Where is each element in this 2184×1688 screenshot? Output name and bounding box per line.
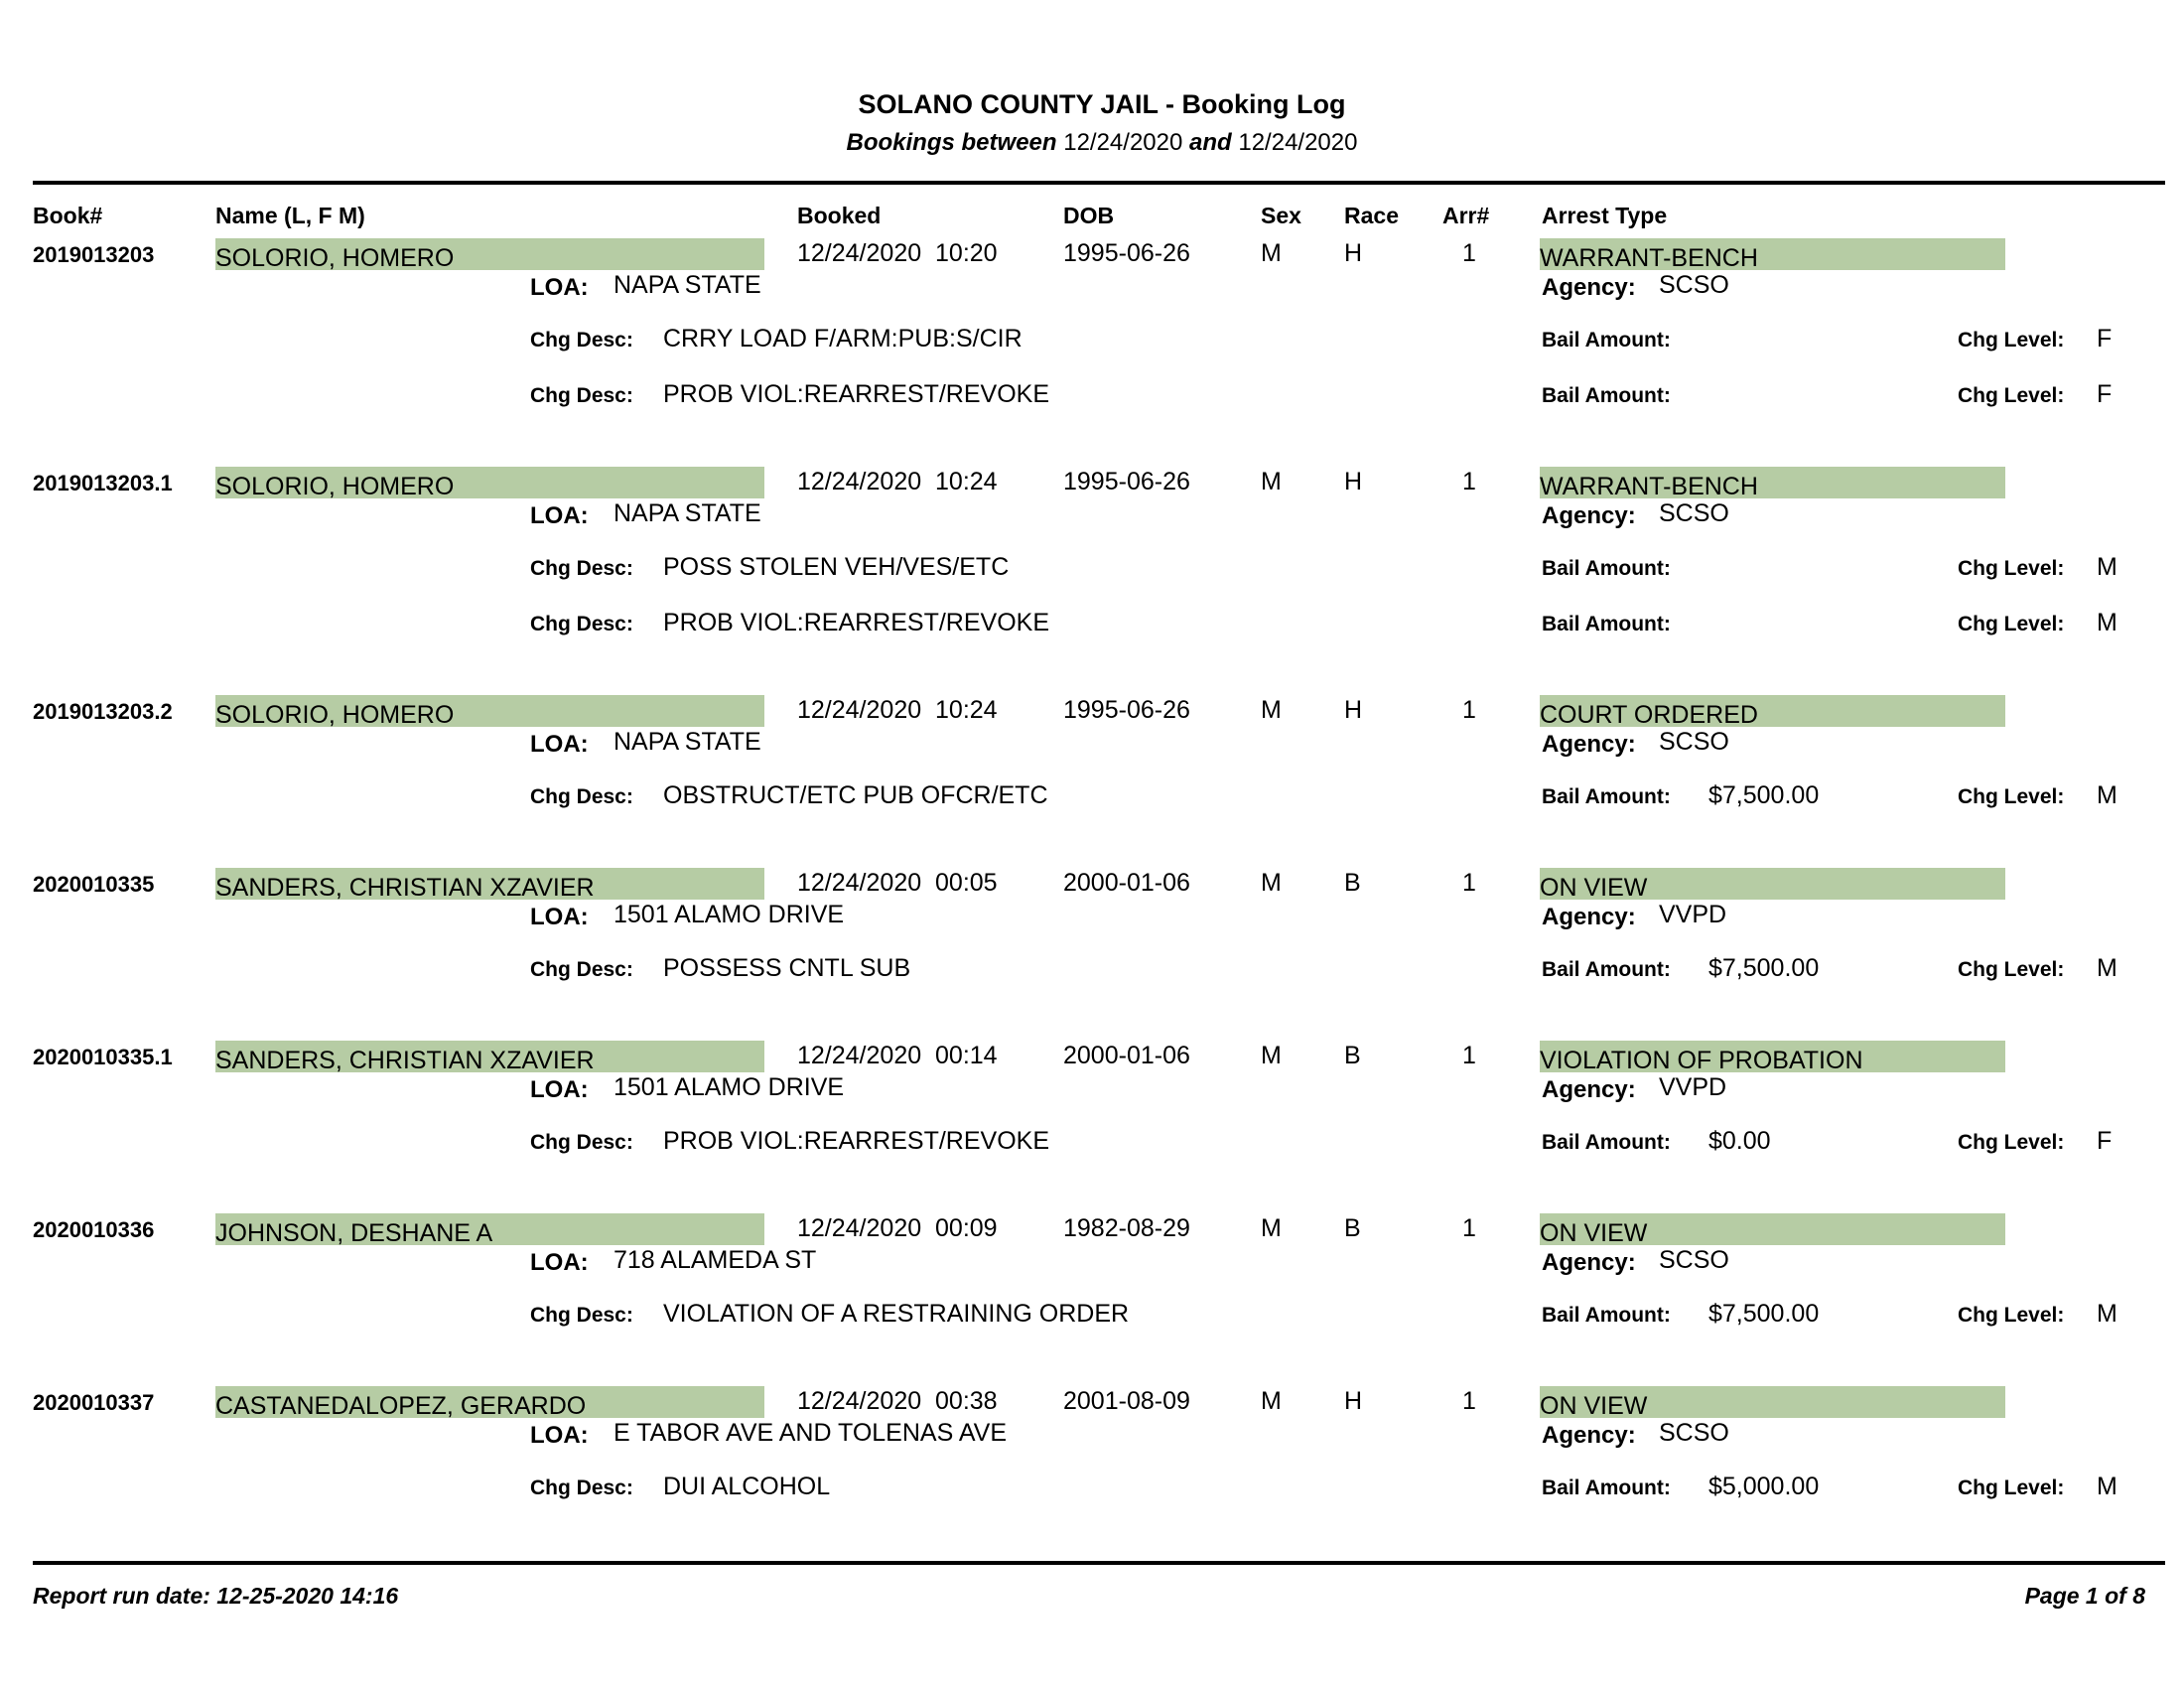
loa-value: 1501 ALAMO DRIVE — [614, 901, 845, 928]
chg-level-label: Chg Level: — [1958, 557, 2065, 580]
sex-value: M — [1261, 1042, 1282, 1069]
loa-value: NAPA STATE — [614, 728, 761, 756]
date-of-birth: 1995-06-26 — [1063, 468, 1190, 495]
sex-value: M — [1261, 468, 1282, 495]
top-rule — [33, 181, 2165, 185]
charge-level: F — [2097, 1127, 2113, 1155]
chg-level-label: Chg Level: — [1958, 785, 2065, 808]
booked-datetime: 12/24/2020 00:05 — [797, 869, 998, 897]
charge-description: DUI ALCOHOL — [663, 1473, 831, 1500]
arrest-type: WARRANT-BENCH — [1540, 467, 2005, 498]
chg-level-label: Chg Level: — [1958, 958, 2065, 981]
charge-description: VIOLATION OF A RESTRAINING ORDER — [663, 1300, 1130, 1328]
loa-label: LOA: — [530, 502, 589, 529]
date-of-birth: 2000-01-06 — [1063, 869, 1190, 897]
chg-desc-label: Chg Desc: — [530, 1477, 633, 1499]
agency-value: SCSO — [1659, 728, 1729, 756]
race-value: H — [1344, 1387, 1363, 1415]
bail-amount-label: Bail Amount: — [1542, 958, 1671, 981]
date-to: 12/24/2020 — [1238, 129, 1358, 156]
arrest-number: 1 — [1462, 696, 1476, 724]
bail-amount: $7,500.00 — [1708, 781, 1820, 809]
bail-amount-label: Bail Amount: — [1542, 1304, 1671, 1327]
col-dob: DOB — [1063, 203, 1115, 228]
chg-desc-label: Chg Desc: — [530, 1131, 633, 1154]
charge-description: PROB VIOL:REARREST/REVOKE — [663, 380, 1049, 408]
loa-label: LOA: — [530, 274, 589, 301]
sex-value: M — [1261, 1214, 1282, 1242]
chg-desc-label: Chg Desc: — [530, 557, 633, 580]
arrest-type: COURT ORDERED — [1540, 695, 2005, 727]
booking-number: 2020010335 — [33, 872, 155, 897]
chg-desc-label: Chg Desc: — [530, 785, 633, 808]
bail-amount: $0.00 — [1708, 1127, 1771, 1155]
agency-value: SCSO — [1659, 271, 1729, 299]
page-number: Page 1 of 8 — [2024, 1583, 2145, 1609]
loa-label: LOA: — [530, 1249, 589, 1276]
agency-label: Agency: — [1542, 1422, 1636, 1449]
date-of-birth: 1982-08-29 — [1063, 1214, 1190, 1242]
person-name: CASTANEDALOPEZ, GERARDO — [215, 1386, 764, 1418]
loa-label: LOA: — [530, 731, 589, 758]
report-title: SOLANO COUNTY JAIL - Booking Log — [858, 89, 1346, 119]
date-of-birth: 1995-06-26 — [1063, 696, 1190, 724]
sex-value: M — [1261, 696, 1282, 724]
subtitle-prefix: Bookings between — [846, 129, 1057, 156]
sex-value: M — [1261, 239, 1282, 267]
bail-amount-label: Bail Amount: — [1542, 1477, 1671, 1499]
charge-level: M — [2097, 1300, 2117, 1328]
person-name: JOHNSON, DESHANE A — [215, 1213, 764, 1245]
race-value: H — [1344, 696, 1363, 724]
bottom-rule — [33, 1561, 2165, 1565]
chg-level-label: Chg Level: — [1958, 1131, 2065, 1154]
booked-datetime: 12/24/2020 00:38 — [797, 1387, 998, 1415]
bail-amount-label: Bail Amount: — [1542, 329, 1671, 352]
charge-description: POSS STOLEN VEH/VES/ETC — [663, 553, 1010, 581]
charge-level: M — [2097, 954, 2117, 982]
person-name: SOLORIO, HOMERO — [215, 238, 764, 270]
col-booked: Booked — [797, 203, 882, 228]
agency-label: Agency: — [1542, 1249, 1636, 1276]
arrest-type: VIOLATION OF PROBATION — [1540, 1041, 2005, 1072]
agency-label: Agency: — [1542, 274, 1636, 301]
chg-level-label: Chg Level: — [1958, 1304, 2065, 1327]
charge-level: F — [2097, 380, 2113, 408]
booking-number: 2019013203 — [33, 242, 155, 267]
report-run-date: Report run date: 12-25-2020 14:16 — [33, 1583, 399, 1609]
chg-desc-label: Chg Desc: — [530, 958, 633, 981]
date-of-birth: 2000-01-06 — [1063, 1042, 1190, 1069]
date-of-birth: 2001-08-09 — [1063, 1387, 1190, 1415]
charge-level: M — [2097, 553, 2117, 581]
arrest-number: 1 — [1462, 468, 1476, 495]
col-arrest-type: Arrest Type — [1542, 203, 1668, 228]
charge-level: M — [2097, 609, 2117, 636]
charge-description: POSSESS CNTL SUB — [663, 954, 911, 982]
subtitle-and: and — [1189, 129, 1232, 156]
person-name: SOLORIO, HOMERO — [215, 467, 764, 498]
booking-number: 2020010337 — [33, 1390, 155, 1415]
charge-description: OBSTRUCT/ETC PUB OFCR/ETC — [663, 781, 1048, 809]
charge-description: PROB VIOL:REARREST/REVOKE — [663, 1127, 1049, 1155]
chg-level-label: Chg Level: — [1958, 384, 2065, 407]
date-of-birth: 1995-06-26 — [1063, 239, 1190, 267]
race-value: B — [1344, 869, 1361, 897]
agency-label: Agency: — [1542, 502, 1636, 529]
race-value: H — [1344, 239, 1363, 267]
agency-value: SCSO — [1659, 1246, 1729, 1274]
arrest-number: 1 — [1462, 239, 1476, 267]
booking-number: 2019013203.2 — [33, 699, 173, 724]
booked-datetime: 12/24/2020 10:24 — [797, 696, 998, 724]
bail-amount-label: Bail Amount: — [1542, 785, 1671, 808]
sex-value: M — [1261, 1387, 1282, 1415]
chg-level-label: Chg Level: — [1958, 329, 2065, 352]
arrest-type: ON VIEW — [1540, 1386, 2005, 1418]
charge-level: M — [2097, 1473, 2117, 1500]
person-name: SANDERS, CHRISTIAN XZAVIER — [215, 868, 764, 900]
col-book: Book# — [33, 203, 103, 228]
col-race: Race — [1344, 203, 1399, 228]
agency-value: SCSO — [1659, 1419, 1729, 1447]
person-name: SANDERS, CHRISTIAN XZAVIER — [215, 1041, 764, 1072]
arrest-number: 1 — [1462, 1042, 1476, 1069]
loa-value: E TABOR AVE AND TOLENAS AVE — [614, 1419, 1007, 1447]
bail-amount-label: Bail Amount: — [1542, 1131, 1671, 1154]
booked-datetime: 12/24/2020 00:09 — [797, 1214, 998, 1242]
booking-number: 2020010336 — [33, 1217, 155, 1242]
arrest-number: 1 — [1462, 1214, 1476, 1242]
chg-desc-label: Chg Desc: — [530, 384, 633, 407]
agency-label: Agency: — [1542, 731, 1636, 758]
loa-label: LOA: — [530, 904, 589, 930]
agency-label: Agency: — [1542, 904, 1636, 930]
agency-value: VVPD — [1659, 901, 1727, 928]
bail-amount-label: Bail Amount: — [1542, 384, 1671, 407]
charge-description: PROB VIOL:REARREST/REVOKE — [663, 609, 1049, 636]
booked-datetime: 12/24/2020 00:14 — [797, 1042, 998, 1069]
agency-value: SCSO — [1659, 499, 1729, 527]
bail-amount: $7,500.00 — [1708, 954, 1820, 982]
col-name: Name (L, F M) — [215, 203, 365, 228]
agency-value: VVPD — [1659, 1073, 1727, 1101]
chg-level-label: Chg Level: — [1958, 1477, 2065, 1499]
loa-value: 718 ALAMEDA ST — [614, 1246, 817, 1274]
loa-value: NAPA STATE — [614, 271, 761, 299]
booked-datetime: 12/24/2020 10:20 — [797, 239, 998, 267]
chg-level-label: Chg Level: — [1958, 613, 2065, 635]
report-subtitle — [0, 129, 2184, 157]
bail-amount-label: Bail Amount: — [1542, 613, 1671, 635]
race-value: H — [1344, 468, 1363, 495]
bail-amount: $7,500.00 — [1708, 1300, 1820, 1328]
chg-desc-label: Chg Desc: — [530, 1304, 633, 1327]
date-from: 12/24/2020 — [1063, 129, 1183, 156]
col-arr: Arr# — [1442, 203, 1490, 228]
bail-amount-label: Bail Amount: — [1542, 557, 1671, 580]
booked-datetime: 12/24/2020 10:24 — [797, 468, 998, 495]
chg-desc-label: Chg Desc: — [530, 329, 633, 352]
chg-desc-label: Chg Desc: — [530, 613, 633, 635]
arrest-number: 1 — [1462, 869, 1476, 897]
race-value: B — [1344, 1042, 1361, 1069]
arrest-number: 1 — [1462, 1387, 1476, 1415]
person-name: SOLORIO, HOMERO — [215, 695, 764, 727]
agency-label: Agency: — [1542, 1076, 1636, 1103]
arrest-type: ON VIEW — [1540, 868, 2005, 900]
charge-description: CRRY LOAD F/ARM:PUB:S/CIR — [663, 325, 1023, 352]
bail-amount: $5,000.00 — [1708, 1473, 1820, 1500]
col-sex: Sex — [1261, 203, 1301, 228]
arrest-type: WARRANT-BENCH — [1540, 238, 2005, 270]
loa-label: LOA: — [530, 1422, 589, 1449]
booking-number: 2020010335.1 — [33, 1045, 173, 1069]
charge-level: M — [2097, 781, 2117, 809]
arrest-type: ON VIEW — [1540, 1213, 2005, 1245]
loa-value: 1501 ALAMO DRIVE — [614, 1073, 845, 1101]
loa-value: NAPA STATE — [614, 499, 761, 527]
charge-level: F — [2097, 325, 2113, 352]
loa-label: LOA: — [530, 1076, 589, 1103]
sex-value: M — [1261, 869, 1282, 897]
race-value: B — [1344, 1214, 1361, 1242]
booking-number: 2019013203.1 — [33, 471, 173, 495]
